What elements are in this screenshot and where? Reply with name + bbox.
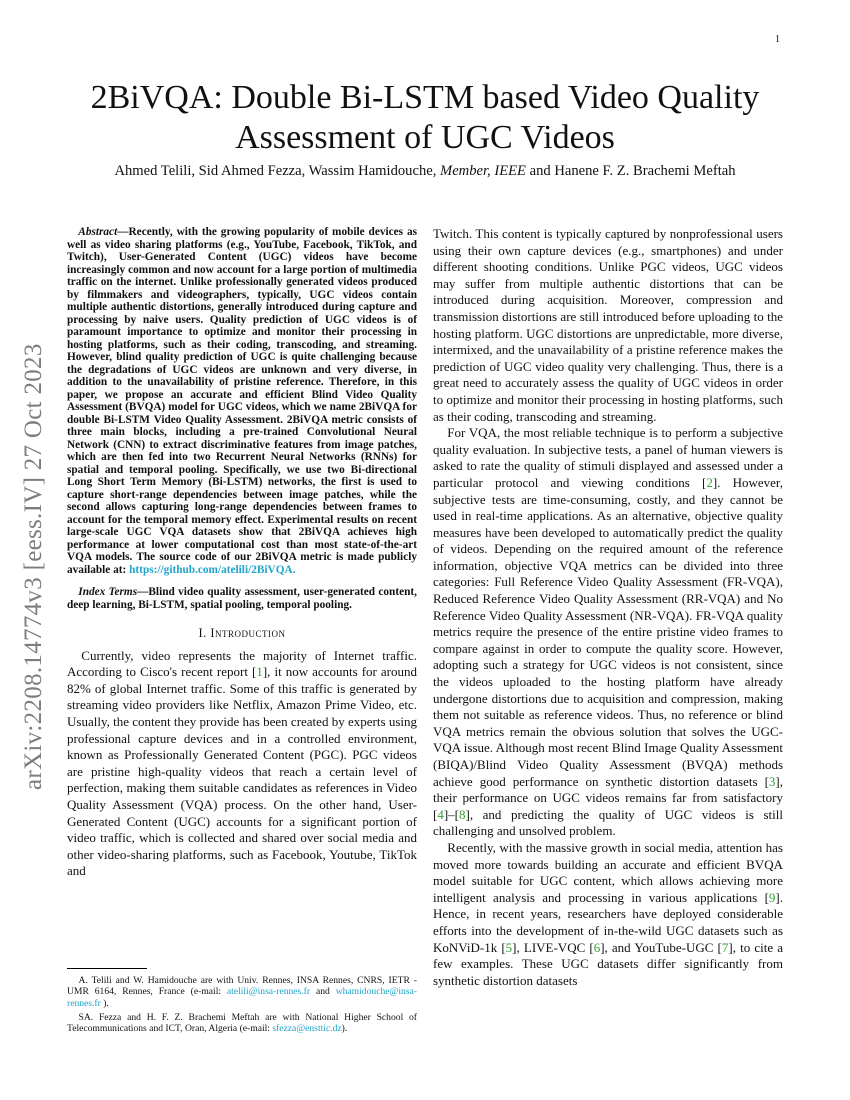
citation-link[interactable]: 8 <box>459 806 466 822</box>
author-names: Ahmed Telili, Sid Ahmed Fezza, Wassim Hamidouche, <box>114 163 437 179</box>
paragraph-text: ]–[ <box>443 806 460 822</box>
paragraph-text: For VQA, the most reliable technique is to perform a subjective quality evaluation. In subjective tests, a panel of human viewers is asked to rate the quality of stimuli displayed and assessed under a particular protocol and viewing conditions [ <box>433 425 783 490</box>
section-title: Introduction <box>210 626 286 640</box>
email-link[interactable]: sfezza@ensttic.dz <box>272 1023 342 1035</box>
footnote-text: SA. Fezza and H. F. Z. Brachemi Meftah are with National Higher School of Telecommunications and ICT, Oran, Algeria (e-mail: <box>67 1011 417 1035</box>
abstract-label: Abstract <box>78 226 118 238</box>
paragraph-text: ]. Hence, in recent years, researchers have deployed considerable efforts into the development of in-the-wild UGC datasets such as KoNViD-1k [ <box>433 889 783 955</box>
paragraph-text: Currently, video represents the majority of Internet traffic. According to Cisco's recent report [ <box>67 647 417 680</box>
section-heading-introduction <box>67 625 417 642</box>
intro-paragraph-1 <box>67 648 417 880</box>
left-column <box>67 226 417 880</box>
citation-link[interactable]: 9 <box>768 889 776 905</box>
intro-paragraph-3 <box>433 840 783 989</box>
index-terms-text: Blind video quality assessment, user-generated content, deep learning, Bi-LSTM, spatial pooling, temporal pooling. <box>67 586 417 611</box>
intro-paragraph-1-continued: Twitch. This content is typically captured by nonprofessional users using their own capture devices (e.g., smartphones) and under different shooting conditions. Unlike PGC videos, UGC videos may suffer from multiple authentic distortions that can be introduced during acquisition. Moreover, compression and transmission distortions are still introduced before uploading to the hosting platform. UGC distortions are unpredictable, more diverse, intermixed, and the unavailability of a pristine reference makes the prediction of UGC video quality very challenging. Thus, there is a great need to accurately assess the quality of UGC videos in order to optimize and monitor their processing in hosting platforms, such as their coding, transcoding and streaming. <box>433 226 783 424</box>
intro-paragraph-2 <box>433 425 783 840</box>
arxiv-identifier-stamp: arXiv:2208.14774v3 [eess.IV] 27 Oct 2023 <box>20 343 47 790</box>
paragraph-text: ], it now accounts for around 82% of global Internet traffic. Some of this traffic is generated by streaming video providers like Netflix, Amazon Prime Video, etc. Usually, the content they provide has been created by experts using professional capture devices and in a controlled environment, known as Professionally Generated Content (PGC). PGC videos are pristine high-quality videos that reach a certain level of perfection, making them suitable candidates as references in Video Quality Assessment (VQA) process. On the other hand, User-Generated Content (UGC) accounts for a significant portion of video traffic, which is collected and shared over social media and other video-sharing platforms, such as Facebook, Youtube, TikTok and <box>67 664 417 879</box>
citation-link[interactable]: 6 <box>593 939 601 955</box>
author-membership: Member, IEEE <box>440 163 526 179</box>
author-names-tail: and Hanene F. Z. Brachemi Meftah <box>525 163 736 179</box>
footnote-text: and <box>310 986 336 998</box>
source-code-link[interactable]: https://github.com/atelili/2BiVQA. <box>129 563 296 576</box>
footnote-divider <box>67 968 147 969</box>
footnote-affiliation-2 <box>67 1012 417 1035</box>
footnote-text: ). <box>341 1023 348 1035</box>
footnote-affiliation-1 <box>67 975 417 1009</box>
paragraph-text: ], and YouTube-UGC [ <box>600 939 722 955</box>
email-link[interactable]: whamidouche@insa-rennes.fr <box>67 986 417 1009</box>
footnotes <box>67 975 417 1037</box>
footnote-text: A. Telili and W. Hamidouche are with Univ. Rennes, INSA Rennes, CNRS, IETR - UMR 6164, Rennes, France (e-mail: <box>67 975 417 998</box>
paragraph-text: ], to cite a few examples. These UGC datasets differ significantly from synthetic distortion datasets <box>433 939 783 988</box>
paragraph-text: Recently, with the massive growth in social media, attention has moved more towards building an accurate and efficient BVQA model suitable for UGC content, which allows achieving more intelligent analysis and processing in various applications [ <box>433 839 783 905</box>
section-number: I. <box>198 626 207 640</box>
index-terms <box>67 586 417 611</box>
right-column <box>433 226 783 989</box>
paragraph-text: ]. However, subjective tests are time-consuming, costly, and they cannot be used in real-time applications. As an alternative, objective quality measures have been developed to automatically predict the quality of videos. Depending on the required amount of the reference information, objective VQA metrics can be divided into three categories: Full Reference Video Quality Assessment (FR-VQA), Reduced Reference Video Quality Assessment (RR-VQA) and No Reference Video Quality Assessment (NR-VQA). FR-VQA quality metrics require the presence of the entire pristine video frames to compare against in order to compute the quality score. However, adopting such a strategy for UGC videos is not consistent, since the videos uploaded to the hosting platform have already undergone distortions due to acquisition and compression, making them not suitable as reference videos. Thus, no reference or blind VQA metrics remain the obvious solution that solves the UGC-VQA issue. Although most recent Blind Image Quality Assessment (BIQA)/Blind Video Quality Assessment (BVQA) methods achieve good performance on synthetic distortion datasets [ <box>433 474 783 789</box>
abstract-dash: — <box>117 226 129 238</box>
paragraph-text: ], their performance on UGC videos remains far from satisfactory [ <box>433 773 783 822</box>
email-link[interactable]: atelili@insa-rennes.fr <box>226 986 311 998</box>
abstract <box>67 226 417 576</box>
citation-link[interactable]: 3 <box>768 773 776 789</box>
citation-link[interactable]: 4 <box>437 806 444 822</box>
index-terms-label: Index Terms <box>78 586 138 598</box>
paragraph-text: ], LIVE-VQC [ <box>512 939 594 955</box>
citation-link[interactable]: 1 <box>256 664 263 680</box>
footnote-text: ). <box>100 997 109 1009</box>
index-terms-dash: — <box>137 586 149 598</box>
paragraph-text: ], and predicting the quality of UGC videos is still challenging and unsolved problem. <box>433 806 783 839</box>
page-number: 1 <box>775 34 780 45</box>
author-list <box>60 163 790 180</box>
citation-link[interactable]: 5 <box>505 939 513 955</box>
abstract-text: Recently, with the growing popularity of mobile devices as well as video sharing platforms (e.g., YouTube, Facebook, TikTok, and Twitch), User-Generated Content (UGC) videos have become increasingly common and now account for a large portion of multimedia traffic on the internet. Unlike professionally generated videos produced by filmmakers and videographers, typically, UGC videos contain multiple authentic distortions, generally introduced during capture and processing by naive users. Quality prediction of UGC videos is of paramount importance to optimize and monitor their processing in hosting platforms, such as their coding, transcoding, and streaming. However, blind quality prediction of UGC is quite challenging because the degradations of UGC videos are unknown and very diverse, in addition to the unavailability of pristine reference. Therefore, in this paper, we propose an accurate and efficient Blind Video Quality Assessment (BVQA) model for UGC videos, which we name 2BiVQA for double Bi-LSTM Video Quality Assessment. 2BiVQA metric consists of three main blocks, including a pre-trained Convolutional Neural Network (CNN) to extract discriminative features from image patches, which are then fed into two Recurrent Neural Networks (RNNs) for spatial and temporal pooling. Specifically, we use two Bi-directional Long Short Term Memory (Bi-LSTM) networks, the first is used to capture short-range dependencies between image patches, while the second allows capturing long-range dependencies between frames to account for the temporal memory effect. Experimental results on recent large-scale UGC VQA datasets show that 2BiVQA achieves high performance at lower computational cost than most state-of-the-art VQA models. The source code of our 2BiVQA metric is made publicly available at: <box>67 226 417 576</box>
paper-title: 2BiVQA: Double Bi-LSTM based Video Quality Assessment of UGC Videos <box>90 79 760 156</box>
citation-link[interactable]: 2 <box>706 474 713 490</box>
citation-link[interactable]: 7 <box>721 939 729 955</box>
